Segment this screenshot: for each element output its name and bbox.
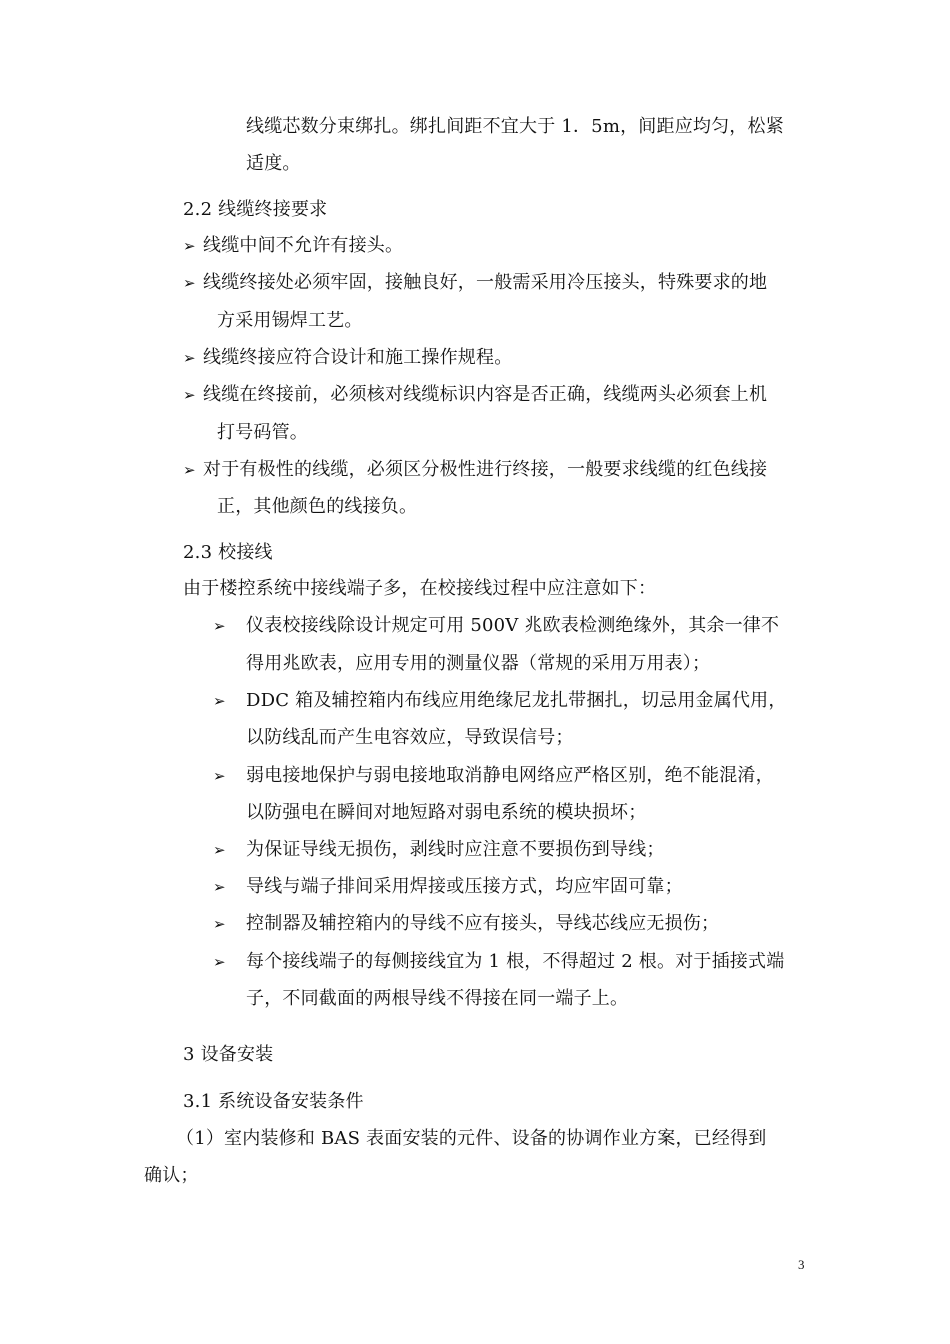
section-heading-3-1: 3.1 系统设备安装条件 (183, 1091, 364, 1112)
list-item: DDC 箱及辅控箱内布线应用绝缘尼龙扎带捆扎，切忌用金属代用， (246, 690, 787, 711)
paragraph-line: （1）室内装修和 BAS 表面安装的元件、设备的协调作业方案，已经得到 (176, 1128, 767, 1149)
list-item: 控制器及辅控箱内的导线不应有接头，导线芯线应无损伤； (246, 913, 720, 934)
arrowhead-bullet-icon: ➢ (213, 915, 226, 933)
list-item: 对于有极性的线缆，必须区分极性进行终接，一般要求线缆的红色线接 (203, 459, 768, 480)
list-item: 线缆中间不允许有接头。 (203, 235, 404, 256)
list-item-continuation: 以防线乱而产生电容效应，导致误信号； (246, 727, 574, 748)
arrowhead-bullet-icon: ➢ (183, 349, 196, 367)
list-item: 仪表校接线除设计规定可用 500V 兆欧表检测绝缘外，其余一律不 (246, 615, 780, 636)
list-item: 线缆终接应符合设计和施工操作规程。 (203, 347, 513, 368)
arrowhead-bullet-icon: ➢ (213, 692, 226, 710)
list-item-continuation: 正，其他颜色的线接负。 (217, 496, 418, 517)
arrowhead-bullet-icon: ➢ (213, 841, 226, 859)
page-number: 3 (798, 1257, 805, 1272)
paragraph-line: 确认； (144, 1165, 199, 1186)
list-item-continuation: 打号码管。 (217, 422, 308, 443)
paragraph-line: 由于楼控系统中接线端子多，在校接线过程中应注意如下： (183, 578, 657, 599)
list-item-continuation: 以防强电在瞬间对地短路对弱电系统的模块损坏； (246, 802, 647, 823)
list-item: 导线与端子排间采用焊接或压接方式，均应牢固可靠； (246, 876, 683, 897)
arrowhead-bullet-icon: ➢ (213, 767, 226, 785)
arrowhead-bullet-icon: ➢ (213, 878, 226, 896)
list-item: 每个接线端子的每侧接线宜为 1 根，不得超过 2 根。对于插接式端 (246, 951, 785, 972)
list-item-continuation: 得用兆欧表，应用专用的测量仪器（常规的采用万用表）； (246, 653, 711, 674)
arrowhead-bullet-icon: ➢ (183, 461, 196, 479)
list-item-continuation: 子，不同截面的两根导线不得接在同一端子上。 (246, 988, 629, 1009)
list-item: 为保证导线无损伤，剥线时应注意不要损伤到导线； (246, 839, 665, 860)
paragraph-line: 适度。 (246, 153, 301, 174)
list-item-continuation: 方采用锡焊工艺。 (217, 310, 363, 331)
arrowhead-bullet-icon: ➢ (213, 617, 226, 635)
section-heading-2-3: 2.3 校接线 (183, 542, 273, 563)
paragraph-line: 线缆芯数分束绑扎。绑扎间距不宜大于 1．5m，间距应均匀，松紧 (246, 116, 784, 137)
list-item: 线缆终接处必须牢固，接触良好，一般需采用冷压接头，特殊要求的地 (203, 272, 768, 293)
list-item: 弱电接地保护与弱电接地取消静电网络应严格区别，绝不能混淆， (246, 765, 774, 786)
arrowhead-bullet-icon: ➢ (183, 274, 196, 292)
section-heading-2-2: 2.2 线缆终接要求 (183, 199, 328, 220)
arrowhead-bullet-icon: ➢ (183, 237, 196, 255)
arrowhead-bullet-icon: ➢ (183, 386, 196, 404)
section-heading-3: 3 设备安装 (183, 1044, 274, 1065)
list-item: 线缆在终接前，必须核对线缆标识内容是否正确，线缆两头必须套上机 (203, 384, 768, 405)
arrowhead-bullet-icon: ➢ (213, 953, 226, 971)
